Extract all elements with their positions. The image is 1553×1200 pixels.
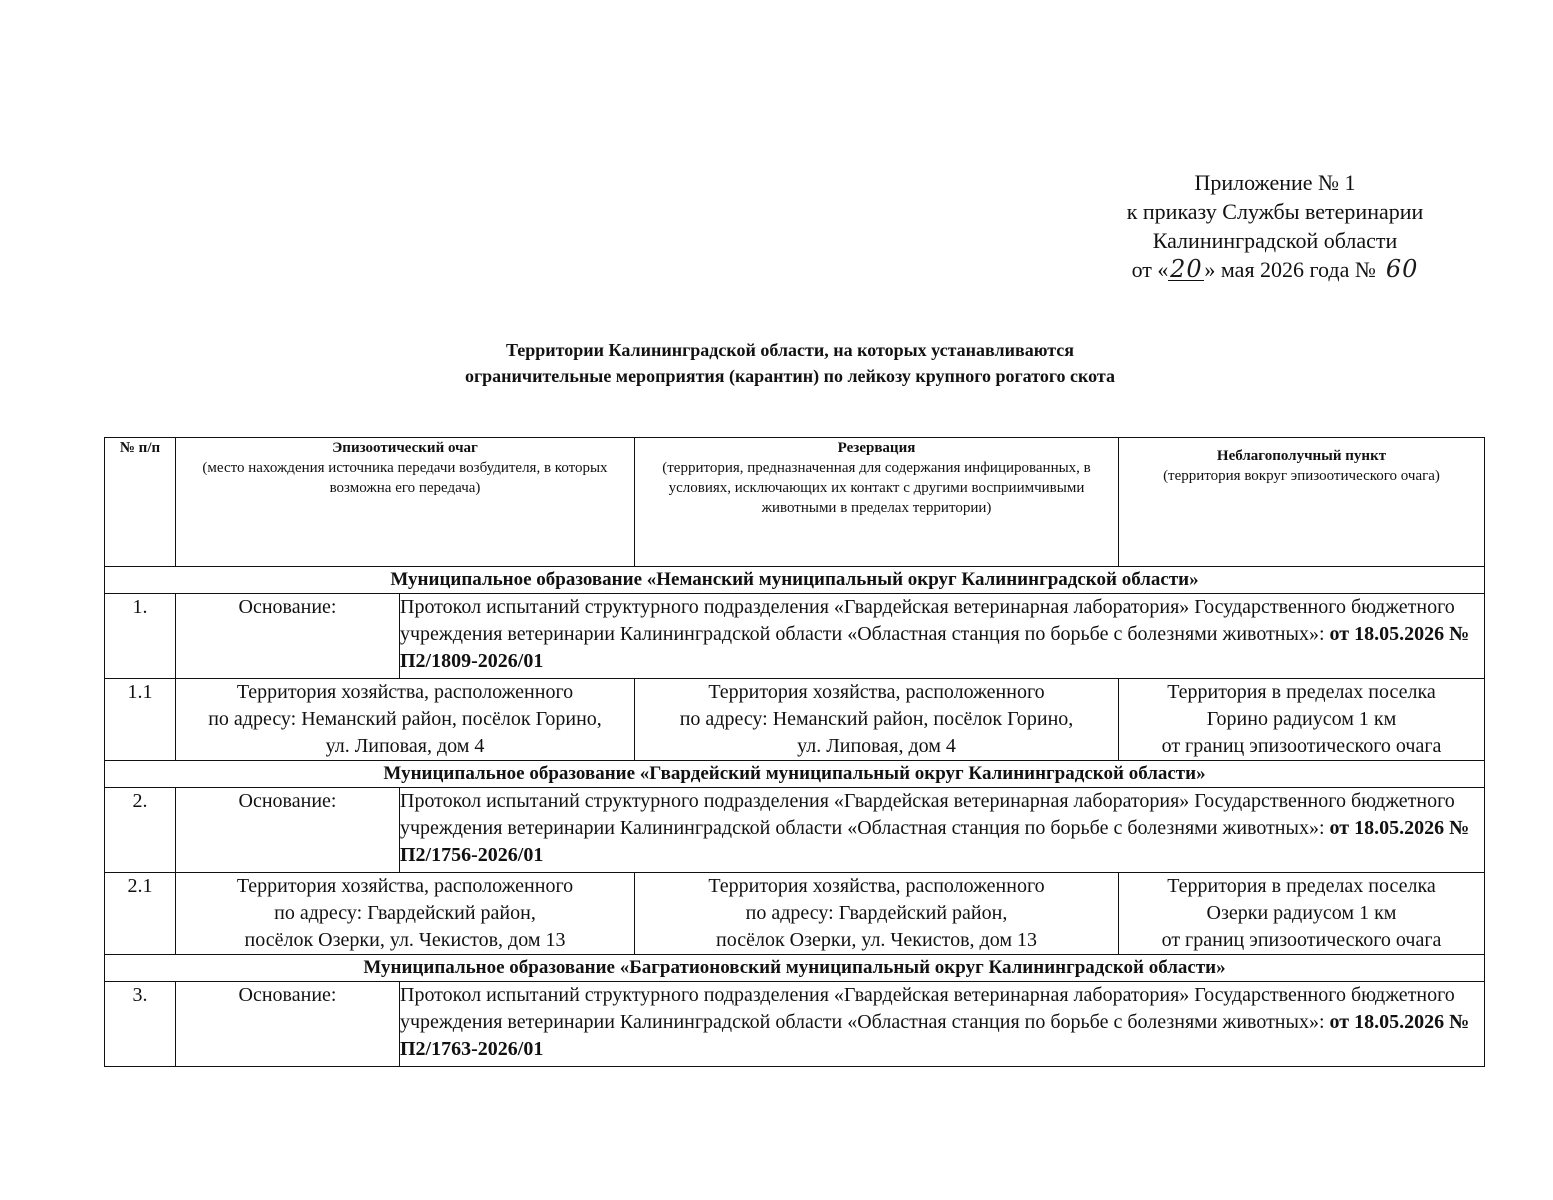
header-focus-title: Эпизоотический очаг <box>332 440 478 456</box>
header-reserve <box>635 438 1119 567</box>
title-line-1: Территории Калининградской области, на которых устанавливаются <box>505 340 1075 360</box>
header-reserve-desc: (территория, предназначенная для содержания инфицированных, в условиях, исключающих их контакт с другими восприимчивыми животными в пределах территории) <box>662 460 1091 516</box>
municipality-name: Муниципальное образование «Багратионовский муниципальный округ Калининградской области» <box>105 955 1485 982</box>
sub-number: 2.1 <box>105 873 176 955</box>
appendix-date-line <box>1050 255 1500 284</box>
municipality-name: Муниципальное образование «Неманский муниципальный округ Калининградской области» <box>105 567 1485 594</box>
header-focus <box>176 438 635 567</box>
basis-row <box>105 982 1485 1067</box>
appendix-line-2: к приказу Службы ветеринарии <box>1126 199 1424 224</box>
date-prefix: от « <box>1131 257 1169 282</box>
header-num: № п/п <box>105 438 176 567</box>
protocol-text: Протокол испытаний структурного подразделения «Гвардейская ветеринарная лаборатория» Государственного бюджетного учреждения ветеринарии Калининградской области «Областная станция по борьбе с болезнями животных»: <box>400 596 1455 645</box>
protocol-text: Протокол испытаний структурного подразделения «Гвардейская ветеринарная лаборатория» Государственного бюджетного учреждения ветеринарии Калининградской области «Областная станция по борьбе с болезнями животных»: <box>400 984 1455 1033</box>
basis-row <box>105 788 1485 873</box>
basis-label: Основание: <box>176 788 400 873</box>
row-number: 1. <box>105 594 176 679</box>
detail-row <box>105 679 1485 761</box>
header-point-desc: (территория вокруг эпизоотического очага) <box>1163 468 1440 484</box>
protocol-cell <box>400 788 1485 873</box>
reserve-cell: Территория хозяйства, расположенного по адресу: Гвардейский район, посёлок Озерки, ул. Чекистов, дом 13 <box>635 873 1119 955</box>
point-cell: Территория в пределах поселка Горино радиусом 1 км от границ эпизоотического очага <box>1119 679 1485 761</box>
sub-number: 1.1 <box>105 679 176 761</box>
row-number: 2. <box>105 788 176 873</box>
row-number: 3. <box>105 982 176 1067</box>
quarantine-table <box>104 437 1485 1067</box>
detail-row <box>105 873 1485 955</box>
appendix-line-3: Калининградской области <box>1152 228 1398 253</box>
header-point-title: Неблагополучный пункт <box>1216 448 1387 464</box>
municipality-row <box>105 955 1485 982</box>
basis-row <box>105 594 1485 679</box>
municipality-row <box>105 761 1485 788</box>
table-header-row <box>105 438 1485 567</box>
municipality-row <box>105 567 1485 594</box>
municipality-name: Муниципальное образование «Гвардейский муниципальный округ Калининградской области» <box>105 761 1485 788</box>
appendix-line-1: Приложение № 1 <box>1194 170 1356 195</box>
date-middle: » мая 2026 года № <box>1204 257 1376 282</box>
appendix-block <box>1050 168 1500 284</box>
basis-label: Основание: <box>176 594 400 679</box>
protocol-reference: от 18.05.2026 № П2/1763-2026/01 <box>400 1011 1470 1060</box>
protocol-reference: от 18.05.2026 № П2/1756-2026/01 <box>400 817 1470 866</box>
reserve-cell: Территория хозяйства, расположенного по адресу: Неманский район, посёлок Горино, ул. Липовая, дом 4 <box>635 679 1119 761</box>
point-cell: Территория в пределах поселка Озерки радиусом 1 км от границ эпизоотического очага <box>1119 873 1485 955</box>
basis-label: Основание: <box>176 982 400 1067</box>
header-focus-desc: (место нахождения источника передачи возбудителя, в которых возможна его передача) <box>202 460 608 496</box>
header-reserve-title: Резервация <box>837 440 916 456</box>
focus-cell: Территория хозяйства, расположенного по адресу: Неманский район, посёлок Горино, ул. Липовая, дом 4 <box>176 679 635 761</box>
handwritten-day: 20 <box>1170 255 1203 283</box>
protocol-cell <box>400 982 1485 1067</box>
focus-cell: Территория хозяйства, расположенного по адресу: Гвардейский район, посёлок Озерки, ул. Чекистов, дом 13 <box>176 873 635 955</box>
protocol-text: Протокол испытаний структурного подразделения «Гвардейская ветеринарная лаборатория» Государственного бюджетного учреждения ветеринарии Калининградской области «Областная станция по борьбе с болезнями животных»: <box>400 790 1455 839</box>
protocol-cell <box>400 594 1485 679</box>
handwritten-order-number: 60 <box>1385 255 1419 283</box>
title-line-2: ограничительные мероприятия (карантин) по лейкозу крупного рогатого скота <box>465 366 1115 386</box>
document-title <box>300 337 1280 389</box>
protocol-reference: от 18.05.2026 № П2/1809-2026/01 <box>400 623 1470 672</box>
header-point <box>1119 438 1485 567</box>
